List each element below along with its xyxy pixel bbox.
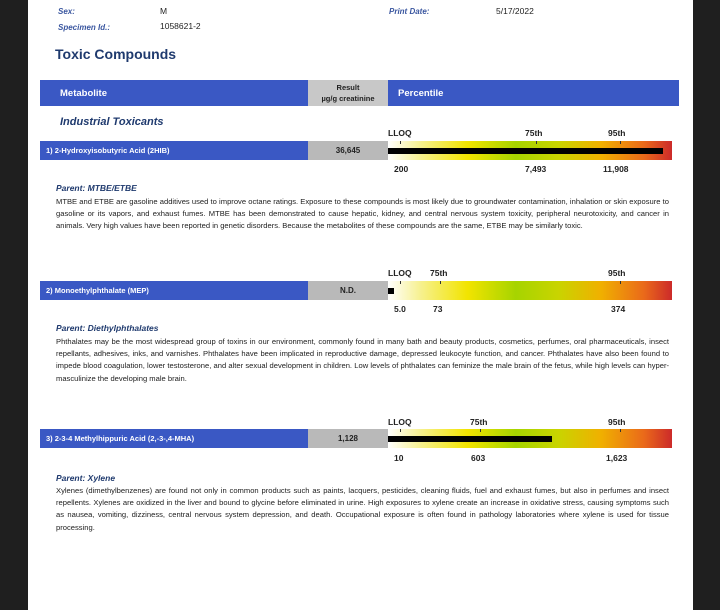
row1-parent: Parent: MTBE/ETBE — [56, 183, 137, 193]
print-date-label: Print Date: — [389, 7, 430, 16]
row2-result: N.D. — [308, 281, 388, 300]
row1-description: MTBE and ETBE are gasoline additives used to improve octane ratings. Exposure to these compounds is most likely due to groundwater contamination, inhalation or skin exposure to gasoline or its vapors, and exhaust fumes. MTBE has been demonstrated to cause hepatic, kidney, and central nervous system toxicity, peripheral neurotoxicity, and cancer in animals. Very high values have been reported in genetic disorders. Because the metabolites of these compounds are the same, ETBE may be similarly toxic. — [56, 197, 669, 231]
row1-95th-value: 11,908 — [603, 164, 629, 174]
row2-metabolite-name: 2) Monoethylphthalate (MEP) — [40, 281, 308, 300]
row3-result-marker — [388, 436, 552, 442]
row3-description: Xylenes (dimethylbenzenes) are found not only in common products such as paints, lacquers, pesticides, cleaning fluids, fuel and exhaust fumes, but also in perfumes and insect repellents. Xylenes are oxidized in the liver and bound to glycine before eliminated in urine. High exposures to xylene create an increase in oxidative stress, causing symptoms such as nausea, vomiting, dizziness, central nervous system depression, and death. Occupational exposure is often found in pathology laboratories where xylene is used for tissue processing. — [56, 486, 669, 532]
row2-75th-label: 75th — [430, 268, 448, 278]
row1-lloq-tick — [400, 141, 401, 144]
metabolite-header-label: Metabolite — [60, 88, 107, 99]
row1-75th-value: 7,493 — [525, 164, 547, 174]
row3-95th-label: 95th — [608, 417, 626, 427]
row3-lloq-tick — [400, 429, 401, 432]
row3-metabolite-name: 3) 2-3-4 Methylhippuric Acid (2,-3-,4-MHA) — [40, 429, 308, 448]
row1-75th-label: 75th — [525, 128, 543, 138]
row1-75th-tick — [536, 141, 537, 144]
specimen-label: Specimen Id.: — [58, 23, 111, 32]
result-header-line1: Result — [336, 83, 360, 92]
row2-result-marker — [388, 288, 394, 294]
row2-95th-label: 95th — [608, 268, 626, 278]
row3-result: 1,128 — [308, 429, 388, 448]
row1-95th-label: 95th — [608, 128, 626, 138]
row2-95th-value: 374 — [611, 304, 626, 314]
sex-value: M — [160, 6, 168, 16]
subsection-title: Industrial Toxicants — [60, 116, 164, 128]
row3-75th-label: 75th — [470, 417, 488, 427]
row2-95th-tick — [620, 281, 621, 284]
specimen-value: 1058621-2 — [160, 21, 201, 31]
row2-75th-value: 73 — [433, 304, 443, 314]
result-header — [308, 80, 388, 106]
row2-lloq-label: LLOQ — [388, 268, 412, 278]
row3-95th-tick — [620, 429, 621, 432]
percentile-header — [388, 80, 679, 106]
report-page — [28, 0, 693, 610]
row1-result: 36,645 — [308, 141, 388, 160]
sex-label: Sex: — [58, 7, 75, 16]
row3-parent: Parent: Xylene — [56, 473, 116, 483]
row3-percentile-bar — [388, 429, 672, 448]
row1-95th-tick — [620, 141, 621, 144]
row3-lloq-value: 10 — [394, 453, 404, 463]
row3-lloq-label: LLOQ — [388, 417, 412, 427]
row1-percentile-bar — [388, 141, 672, 160]
row2-lloq-value: 5.0 — [394, 304, 406, 314]
print-date-value: 5/17/2022 — [496, 6, 534, 16]
result-header-line2: µg/g creatinine — [321, 94, 375, 103]
row3-75th-tick — [480, 429, 481, 432]
row2-percentile-bar — [388, 281, 672, 300]
row3-75th-value: 603 — [471, 453, 486, 463]
row3-95th-value: 1,623 — [606, 453, 628, 463]
row2-75th-tick — [440, 281, 441, 284]
row1-result-marker — [388, 148, 663, 154]
row1-lloq-label: LLOQ — [388, 128, 412, 138]
row2-parent: Parent: Diethylphthalates — [56, 323, 159, 333]
row2-description: Phthalates may be the most widespread group of toxins in our environment, commonly found in many bath and beauty products, cosmetics, perfumes, oral pharmaceuticals, insect repellants, adhesives, inks, and varnishes. Phthalates have been implicated in reproductive damage, depressed leukocyte function, and cancer. Phthalates have also been found to impede blood coagulation, lower testosterone, and alter sexual development in children. Low levels of phthalates can feminize the male brain of the fetus, while high levels can hyper-masculinize the developing male brain. — [56, 337, 669, 383]
row1-lloq-value: 200 — [394, 164, 409, 174]
row1-metabolite-name: 1) 2-Hydroxyisobutyric Acid (2HIB) — [40, 141, 308, 160]
percentile-header-label: Percentile — [398, 88, 444, 99]
row2-lloq-tick — [400, 281, 401, 284]
section-title: Toxic Compounds — [55, 46, 177, 62]
metabolite-header — [40, 80, 308, 106]
